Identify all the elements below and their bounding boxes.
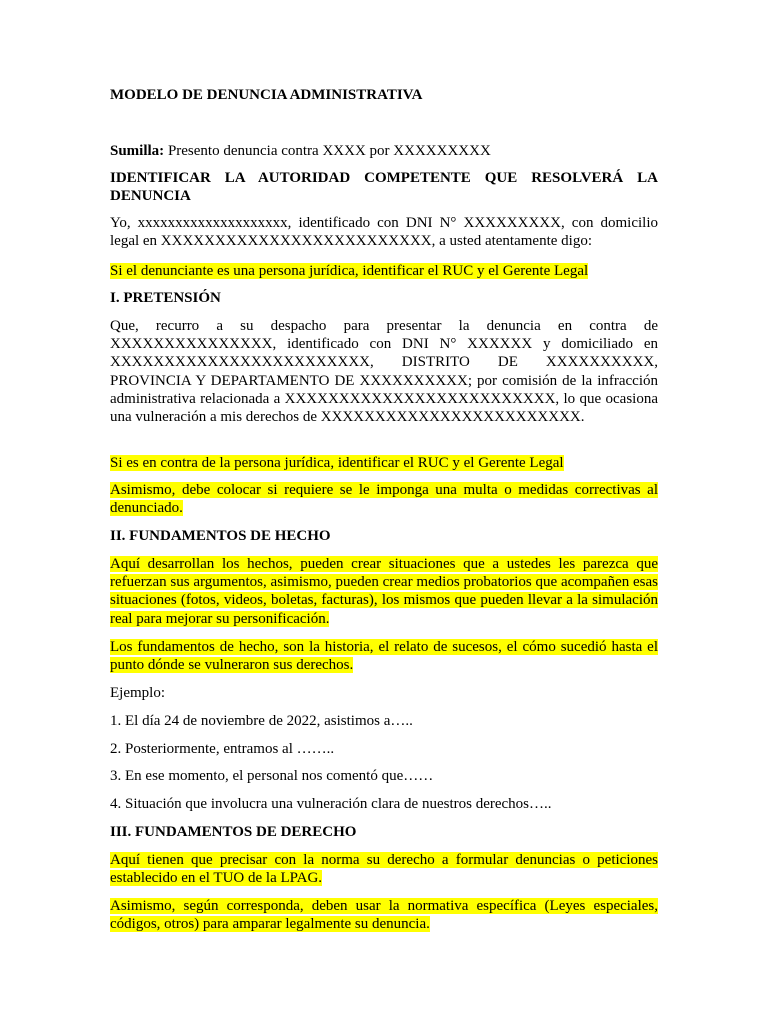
note-ruc-denunciado (110, 454, 658, 472)
document-title: MODELO DE DENUNCIA ADMINISTRATIVA (110, 87, 423, 103)
example-item: 4. Situación que involucra una vulneración clara de nuestros derechos….. (110, 796, 552, 812)
example-item: 3. En ese momento, el personal nos comentó que…… (110, 768, 434, 784)
intro-paragraph: Yo, xxxxxxxxxxxxxxxxxxxx, identificado con DNI N° XXXXXXXXX, con domicilio legal en XXXXXXXXXXXXXXXXXXXXXXXXX, a usted atentamente digo: (110, 215, 658, 250)
note-ruc-denunciante-text: Si el denunciante es una persona jurídica, identificar el RUC y el Gerente Legal (110, 263, 589, 279)
authority-heading: IDENTIFICAR LA AUTORIDAD COMPETENTE QUE RESOLVERÁ LA DENUNCIA (110, 170, 658, 205)
sumilla-text: Presento denuncia contra XXXX por XXXXXXXXX (164, 143, 491, 159)
note-hechos-2 (110, 638, 658, 674)
section-pretension-heading: I. PRETENSIÓN (110, 290, 221, 306)
note-multa (110, 481, 658, 517)
note-hechos-1-text: Aquí desarrollan los hechos, pueden crear situaciones que a ustedes les parezca que refuerzan sus argumentos, asimismo, pueden crear medios probatorios que acompañen esas situaciones (fotos, videos, boletas, facturas), los mismos que pueden llevar a la simulación real para mejorar su personificación. (110, 556, 658, 627)
pretension-paragraph: Que, recurro a su despacho para presentar la denuncia en contra de XXXXXXXXXXXXXXX, identificado con DNI N° XXXXXX y domiciliado en XXXXXXXXXXXXXXXXXXXXXXXX, DISTRITO DE XXXXXXXXXX, PROVINCIA Y DEPARTAMENTO DE XXXXXXXXXX; por comisión de la infracción administrativa relacionada a XXXXXXXXXXXXXXXXXXXXXXXXX, lo que ocasiona una vulneración a mis derechos de XXXXXXXXXXXXXXXXXXXXXXXX. (110, 318, 658, 426)
note-hechos-1 (110, 555, 658, 628)
note-derecho-2-text: Asimismo, según corresponda, deben usar la normativa específica (Leyes especiales, códigos, otros) para amparar legalmente su denuncia. (110, 898, 658, 933)
note-ruc-denunciado-text: Si es en contra de la persona jurídica, identificar el RUC y el Gerente Legal (110, 455, 564, 471)
note-ruc-denunciante (110, 262, 658, 280)
section-derecho-heading: III. FUNDAMENTOS DE DERECHO (110, 824, 357, 840)
example-item: 1. El día 24 de noviembre de 2022, asistimos a….. (110, 713, 413, 729)
example-item: 2. Posteriormente, entramos al …….. (110, 741, 335, 757)
example-label: Ejemplo: (110, 685, 165, 701)
note-hechos-2-text: Los fundamentos de hecho, son la historia, el relato de sucesos, el cómo sucedió hasta el punto dónde se vulneraron sus derechos. (110, 639, 658, 674)
sumilla-line (110, 142, 658, 160)
note-derecho-1-text: Aquí tienen que precisar con la norma su derecho a formular denuncias o peticiones establecido en el TUO de la LPAG. (110, 852, 658, 887)
sumilla-label: Sumilla: (110, 143, 165, 159)
section-hechos-heading: II. FUNDAMENTOS DE HECHO (110, 528, 331, 544)
note-derecho-1 (110, 851, 658, 887)
note-derecho-2 (110, 897, 658, 933)
note-multa-text: Asimismo, debe colocar si requiere se le imponga una multa o medidas correctivas al denunciado. (110, 482, 658, 517)
